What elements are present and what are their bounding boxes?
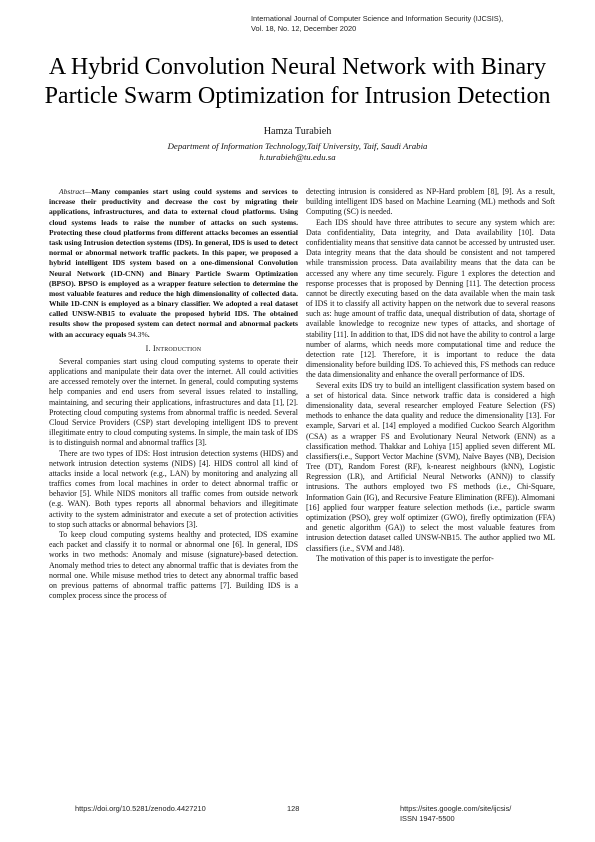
footer-issn: ISSN 1947-5500 [400, 813, 455, 823]
title-line-1: A Hybrid Convolution Neural Network with Binary [48, 54, 547, 80]
abstract-accuracy: 94.3% [128, 329, 148, 339]
intro-paragraph-5: Several exits IDS try to build an intelligent classification system based on a set of historical data. Since network traffic data is considered a high dimensionality data, several researcher employed Feature Selection (FS) methods to enhance the data quality and reduce the dimensionality [13]. For example, Sarvari et al. [14] employed a modified Cuckoo Search Algorithm (CSA) as a wrapper FS and Evolutionary Neural Network (ENN) as a classification method. Thakkar and Lohiya [15] applied seven different ML classifiers(i.e., Support Vector Machine (SVM), Naïve Bayes (NB), Decision Tree (DT), Random Forest (RF), k-nearest neighbours (kNN), Logistic Regression (LR), and Artificial Neural Networks (ANN)) to classify intrusions. The authors employed two FS methods (i.e., Chi-Square, Information Gain (IG), and Recursive Feature Elimination (RFE)). Almomani [16] applied four warpper feature selection methods (i.e., particle swarm optimization (PSO), grey wolf optimizer (GWO), firefly optimization (FFA) and genetic algorithm (GA)) to select the most valuable features from intrusion detection dataset called UNSW-NB15. The author applied two ML classifiers (i.e., SVM and J48). [306, 380, 555, 553]
footer-page-number: 128 [287, 804, 300, 813]
abstract [49, 187, 298, 340]
abstract-text: Many companies start using could systems and services to increase their productivity and decrease the cost by migrating their applications, infrastructures, and data to external cloud platforms. Using cloud systems leads to raise the number of attacks on such systems. Protecting these cloud platforms from different attacks becomes an essential task using Intrusion detection systems (IDS). In general, IDS is used to detect normal or abnormal network traffic packets. In this paper, we proposed a hybrid intelligent IDS system based on a one-dimensional Convolution Neural Network (1D-CNN) and Binary Particle Swarm Optimization (BPSO). BPSO is employed as a wrapper feature selection to determine the most valuable features and reduce the high dimensionality of collected data. While 1D-CNN is employed as a binary classifier. We adopted a real dataset called UNSW-NB15 to evaluate the proposed hybrid IDS. The obtained results show the proposed system can detect normal and abnormal packets with an accuracy equals [49, 187, 298, 339]
intro-paragraph-3: To keep cloud computing systems healthy and protected, IDS examine each packet and classify it to normal or abnormal one [6]. In general, IDS works in two methods: Anomaly and misuse (signature)-based detection. Anomaly method tries to detect any abnormal traffic that is deviates from the normal one. While misuse method tries to detect any abnormal traffic based on previous patterns of abnormal traffic patterns [7]. Building IDS is a complex process since the process of [49, 530, 298, 601]
intro-paragraph-1: Several companies start using cloud computing systems to operate their applications and manipulate their data over the internet. All could activities are accessed remotely over the internet. In general, could computing systems help companies and end users from several issues related to installing, maintaining, and securing their applications, infrastructures and data [1], [2]. Protecting cloud computing systems from abnormal traffic is needed. Several Cloud Service Providers (CSP) start developing intelligent IDS to prevent illegitimate entry to cloud computing systems. In simple, the main task of IDS is to distinguish normal and abnormal traffics [3]. [49, 356, 298, 448]
intro-paragraph-2: There are two types of IDS: Host intrusion detection systems (HIDS) and network intrusion detection systems (NIDS) [4]. HIDS control all kind of attacks inside a local network (e.g., LAN) by monitoring and analyzing all traffics comes from local machines in order to detect abnormal traffic or behavior [5]. While NIDS monitors all traffic comes from outside network (e.g. WAN). Both types reports all abnormal behaviors and illegitimate activity to the system administrator and execute a set of protection activities to stop such attacks or abnormal behaviors [3]. [49, 448, 298, 529]
paper-title [20, 53, 575, 111]
title-line-2: Particle Swarm Optimization for Intrusion Detection [44, 83, 551, 109]
journal-header [251, 14, 551, 33]
intro-paragraph-3-continued: detecting intrusion is considered as NP-Hard problem [8], [9]. As a result, building intelligent IDS based on Machine Learning (ML) methods and Soft Computing (SC) is needed. [306, 187, 555, 217]
journal-name: International Journal of Computer Science and Information Security (IJCSIS), [251, 14, 504, 23]
footer-site-info [400, 804, 511, 823]
intro-paragraph-6: The motivation of this paper is to investigate the perfor- [316, 553, 494, 563]
author-affiliation-block [0, 141, 595, 163]
author-name: Hamza Turabieh [263, 126, 332, 137]
section-title: Introduction [152, 343, 202, 353]
section-heading-introduction [49, 343, 298, 354]
footer-site-link[interactable]: https://sites.google.com/site/ijcsis/ [400, 804, 512, 813]
author-email[interactable]: h.turabieh@tu.edu.sa [259, 152, 336, 162]
left-column [49, 187, 298, 601]
right-column [306, 187, 555, 564]
section-number: I. [145, 343, 151, 353]
author-affiliation: Department of Information Technology,Taif University, Taif, Saudi Arabia [167, 141, 428, 151]
abstract-end: . [147, 329, 150, 339]
journal-issue: Vol. 18, No. 12, December 2020 [251, 23, 357, 33]
footer-doi[interactable]: https://doi.org/10.5281/zenodo.4427210 [75, 804, 206, 813]
abstract-dash: — [84, 187, 92, 196]
abstract-label: Abstract [59, 187, 85, 196]
intro-paragraph-4: Each IDS should have three attributes to secure any system which are: Data confidentiality, Data integrity, and Data availability [10]. Data confidentiality means that sensitive data cannot be accessed by untrusted user. Data integrity means that the data should be consistent and not tampered while transmission process. Data availability means that the data can be accessed any where any time securely. Figure 1 explores the detection and response processes that is proposed by Denning [11]. The detection process cannot be directly executing based on the data available when the main task of IDS it to classify all activity happen on the network due to several reasons such as: huge amount of traffic data, unequal distribution of data, shortage of available knowledge to recognize new types of attacks, and shortage of stability [11]. In addition to that, IDS did not have the ability to control a large number of alarms, which needs more computational time and reduce the detection rate [12]. Therefore, it is important to reduce the data dimensionality before building IDS. To achieved this, FS methods can reduce the data dimensionality and enhance the overall performance of IDS. [306, 217, 555, 380]
